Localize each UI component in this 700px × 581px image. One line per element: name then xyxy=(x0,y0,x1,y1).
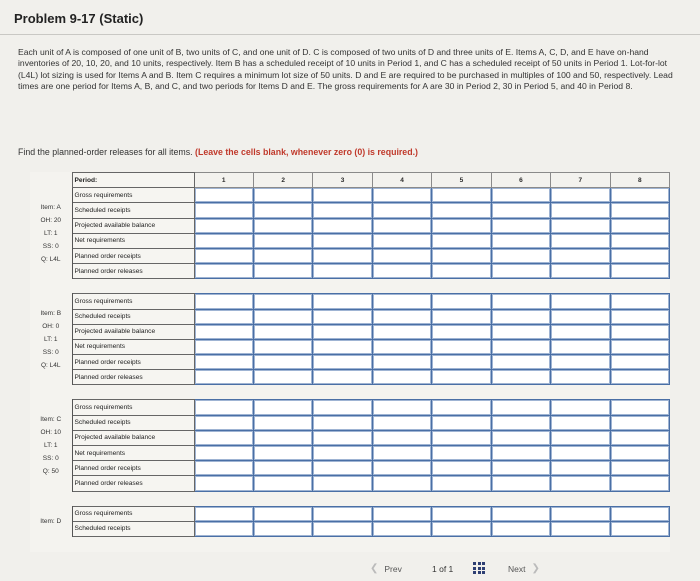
input-cell[interactable] xyxy=(313,400,372,415)
input-cell[interactable] xyxy=(491,203,550,218)
input-cell[interactable] xyxy=(253,339,312,354)
row-label: Scheduled receipts xyxy=(72,415,194,430)
period-header: 8 xyxy=(610,173,669,188)
input-cell[interactable] xyxy=(551,339,610,354)
item-info-line: Item: C xyxy=(40,416,62,423)
input-cell[interactable] xyxy=(432,476,491,491)
period-header-row xyxy=(30,173,670,188)
input-cell[interactable] xyxy=(253,294,312,309)
page-indicator: 1 of 1 xyxy=(432,564,454,574)
input-cell[interactable] xyxy=(372,506,431,521)
item-info-line: OH: 10 xyxy=(40,429,62,436)
input-cell[interactable] xyxy=(372,355,431,370)
input-cell[interactable] xyxy=(432,446,491,461)
input-cell[interactable] xyxy=(194,203,253,218)
input-cell[interactable] xyxy=(372,309,431,324)
input-cell[interactable] xyxy=(551,506,610,521)
item-info-line: Item: B xyxy=(40,309,62,317)
input-cell[interactable] xyxy=(253,188,312,203)
input-cell[interactable] xyxy=(253,446,312,461)
input-cell[interactable] xyxy=(253,476,312,491)
input-cell[interactable] xyxy=(432,430,491,445)
item-info-line: OH: 20 xyxy=(40,216,62,224)
mrp-row xyxy=(30,188,670,203)
row-label: Planned order releases xyxy=(72,264,194,279)
row-label: Planned order releases xyxy=(72,476,194,491)
input-cell[interactable] xyxy=(432,188,491,203)
item-info-line: LT: 1 xyxy=(43,229,58,237)
input-cell[interactable] xyxy=(551,370,610,385)
mrp-row xyxy=(30,400,670,415)
row-label: Planned order releases xyxy=(72,370,194,385)
input-cell[interactable] xyxy=(432,203,491,218)
item-spacer xyxy=(30,279,670,294)
row-label: Net requirements xyxy=(72,233,194,248)
input-cell[interactable] xyxy=(253,521,312,536)
item-info-line: SS: 0 xyxy=(42,242,59,250)
mrp-row xyxy=(30,203,670,218)
input-cell[interactable] xyxy=(194,415,253,430)
mrp-row xyxy=(30,446,670,461)
row-label: Net requirements xyxy=(72,339,194,354)
input-cell[interactable] xyxy=(610,506,669,521)
input-cell[interactable] xyxy=(551,521,610,536)
instruction xyxy=(18,147,418,157)
input-cell[interactable] xyxy=(372,233,431,248)
mrp-row xyxy=(30,370,670,385)
input-cell[interactable] xyxy=(372,203,431,218)
period-header: 2 xyxy=(253,173,312,188)
input-cell[interactable] xyxy=(432,415,491,430)
input-cell[interactable] xyxy=(313,264,372,279)
input-cell[interactable] xyxy=(610,461,669,476)
mrp-row xyxy=(30,339,670,354)
input-cell[interactable] xyxy=(372,324,431,339)
input-cell[interactable] xyxy=(432,309,491,324)
item-info-lines xyxy=(32,413,70,478)
row-label: Planned order receipts xyxy=(72,355,194,370)
mrp-row xyxy=(30,476,670,491)
input-cell[interactable] xyxy=(313,370,372,385)
input-cell[interactable] xyxy=(253,506,312,521)
row-label: Net requirements xyxy=(72,446,194,461)
input-cell[interactable] xyxy=(253,264,312,279)
item-info-line: LT: 1 xyxy=(43,335,58,343)
input-cell[interactable] xyxy=(491,506,550,521)
row-label: Projected available balance xyxy=(72,218,194,233)
input-cell[interactable] xyxy=(313,446,372,461)
input-cell[interactable] xyxy=(432,461,491,476)
input-cell[interactable] xyxy=(194,476,253,491)
mrp-row xyxy=(30,355,670,370)
input-cell[interactable] xyxy=(432,264,491,279)
input-cell[interactable] xyxy=(551,355,610,370)
input-cell[interactable] xyxy=(610,309,669,324)
input-cell[interactable] xyxy=(610,339,669,354)
row-label: Scheduled receipts xyxy=(72,521,194,536)
input-cell[interactable] xyxy=(432,248,491,263)
input-cell[interactable] xyxy=(491,324,550,339)
instruction-text: Find the planned-order releases for all items. xyxy=(18,147,193,157)
input-cell[interactable] xyxy=(372,339,431,354)
input-cell[interactable] xyxy=(194,430,253,445)
input-cell[interactable] xyxy=(313,355,372,370)
input-cell[interactable] xyxy=(610,264,669,279)
input-cell[interactable] xyxy=(610,521,669,536)
input-cell[interactable] xyxy=(551,248,610,263)
period-header: 6 xyxy=(491,173,550,188)
input-cell[interactable] xyxy=(432,521,491,536)
input-cell[interactable] xyxy=(253,355,312,370)
input-cell[interactable] xyxy=(194,309,253,324)
next-label: Next xyxy=(508,563,526,574)
row-label: Gross requirements xyxy=(72,506,194,521)
input-cell[interactable] xyxy=(491,446,550,461)
input-cell[interactable] xyxy=(313,248,372,263)
row-label: Scheduled receipts xyxy=(72,203,194,218)
input-cell[interactable] xyxy=(372,264,431,279)
input-cell[interactable] xyxy=(253,248,312,263)
input-cell[interactable] xyxy=(313,188,372,203)
input-cell[interactable] xyxy=(313,415,372,430)
input-cell[interactable] xyxy=(610,370,669,385)
input-cell[interactable] xyxy=(551,294,610,309)
input-cell[interactable] xyxy=(372,294,431,309)
input-cell[interactable] xyxy=(610,415,669,430)
problem-statement: Each unit of A is composed of one unit of B, two units of C, and one unit of D. C is composed of two units of D and three units of E. Items A, C, D, and E have on-hand inventories of 20, 10, 20, and 10 units, respectively. Item B has a scheduled receipt of 10 units in Period 1, and C has a scheduled receipt of 50 units in Period 1. Lot-for-lot (L4L) lot sizing is used for Items A and B. Item C requires a minimum lot size of 50 units. D and E are required to be purchased in multiples of 100 and 50, respectively. Lead times are one period for Items A, B, and C, and two periods for Items D and E. The gross requirements for A are 30 in Period 2, 30 in Period 5, and 40 in Period 8. xyxy=(18,47,673,92)
input-cell[interactable] xyxy=(194,400,253,415)
mrp-row xyxy=(30,248,670,263)
problem-title: Problem 9-17 (Static) xyxy=(14,11,144,26)
chevron-right-icon: ❯ xyxy=(531,563,540,574)
input-cell[interactable] xyxy=(253,430,312,445)
item-info-line: SS: 0 xyxy=(42,455,59,462)
input-cell[interactable] xyxy=(194,339,253,354)
input-cell[interactable] xyxy=(313,203,372,218)
period-header: 5 xyxy=(432,173,491,188)
input-cell[interactable] xyxy=(432,218,491,233)
mrp-row xyxy=(30,506,670,521)
input-cell[interactable] xyxy=(313,506,372,521)
input-cell[interactable] xyxy=(610,248,669,263)
item-info xyxy=(30,506,72,536)
item-info xyxy=(30,400,72,491)
input-cell[interactable] xyxy=(194,324,253,339)
mrp-row xyxy=(30,294,670,309)
item-info xyxy=(30,294,72,385)
input-cell[interactable] xyxy=(313,309,372,324)
input-cell[interactable] xyxy=(551,233,610,248)
input-cell[interactable] xyxy=(610,324,669,339)
input-cell[interactable] xyxy=(313,430,372,445)
item-spacer xyxy=(30,385,670,400)
input-cell[interactable] xyxy=(551,400,610,415)
input-cell[interactable] xyxy=(610,355,669,370)
period-label: Period: xyxy=(72,173,194,188)
input-cell[interactable] xyxy=(194,248,253,263)
input-cell[interactable] xyxy=(551,309,610,324)
row-label: Gross requirements xyxy=(72,294,194,309)
prev-label: Prev xyxy=(384,563,402,574)
input-cell[interactable] xyxy=(313,461,372,476)
input-cell[interactable] xyxy=(491,476,550,491)
mrp-row xyxy=(30,264,670,279)
period-header: 7 xyxy=(551,173,610,188)
input-cell[interactable] xyxy=(432,400,491,415)
mrp-row xyxy=(30,233,670,248)
input-cell[interactable] xyxy=(194,521,253,536)
mrp-row xyxy=(30,461,670,476)
chevron-left-icon: ❮ xyxy=(370,563,379,574)
row-label: Projected available balance xyxy=(72,430,194,445)
input-cell[interactable] xyxy=(372,415,431,430)
input-cell[interactable] xyxy=(194,446,253,461)
item-info-lines xyxy=(32,515,70,528)
input-cell[interactable] xyxy=(313,521,372,536)
input-cell[interactable] xyxy=(551,476,610,491)
input-cell[interactable] xyxy=(372,461,431,476)
input-cell[interactable] xyxy=(610,203,669,218)
input-cell[interactable] xyxy=(610,233,669,248)
input-cell[interactable] xyxy=(432,355,491,370)
prev-button[interactable] xyxy=(370,561,410,576)
input-cell[interactable] xyxy=(253,370,312,385)
input-cell[interactable] xyxy=(610,294,669,309)
period-header: 4 xyxy=(372,173,431,188)
input-cell[interactable] xyxy=(551,203,610,218)
input-cell[interactable] xyxy=(491,521,550,536)
input-cell[interactable] xyxy=(491,370,550,385)
input-cell[interactable] xyxy=(313,476,372,491)
mrp-row xyxy=(30,324,670,339)
input-cell[interactable] xyxy=(194,218,253,233)
next-button[interactable] xyxy=(508,561,552,576)
input-cell[interactable] xyxy=(491,461,550,476)
input-cell[interactable] xyxy=(372,370,431,385)
input-cell[interactable] xyxy=(372,430,431,445)
input-cell[interactable] xyxy=(432,506,491,521)
input-cell[interactable] xyxy=(253,415,312,430)
input-cell[interactable] xyxy=(491,218,550,233)
input-cell[interactable] xyxy=(491,355,550,370)
input-cell[interactable] xyxy=(491,188,550,203)
input-cell[interactable] xyxy=(432,324,491,339)
input-cell[interactable] xyxy=(194,264,253,279)
input-cell[interactable] xyxy=(432,294,491,309)
input-cell[interactable] xyxy=(610,218,669,233)
input-cell[interactable] xyxy=(491,294,550,309)
mrp-row xyxy=(30,430,670,445)
input-cell[interactable] xyxy=(491,233,550,248)
input-cell[interactable] xyxy=(432,370,491,385)
title-divider xyxy=(0,34,700,35)
row-label: Scheduled receipts xyxy=(72,309,194,324)
input-cell[interactable] xyxy=(610,446,669,461)
input-cell[interactable] xyxy=(491,400,550,415)
pagination-bar xyxy=(0,556,700,581)
grid-view-icon[interactable] xyxy=(473,562,485,574)
input-cell[interactable] xyxy=(491,264,550,279)
input-cell[interactable] xyxy=(610,430,669,445)
input-cell[interactable] xyxy=(551,461,610,476)
item-info-lines xyxy=(32,307,70,372)
item-info-line: OH: 0 xyxy=(42,322,60,330)
item-info-line: Q: L4L xyxy=(40,255,61,263)
input-cell[interactable] xyxy=(253,218,312,233)
mrp-row xyxy=(30,521,670,536)
item-info xyxy=(30,188,72,279)
input-cell[interactable] xyxy=(194,355,253,370)
input-cell[interactable] xyxy=(551,324,610,339)
input-cell[interactable] xyxy=(491,415,550,430)
input-cell[interactable] xyxy=(610,188,669,203)
input-cell[interactable] xyxy=(253,203,312,218)
input-cell[interactable] xyxy=(372,188,431,203)
input-cell[interactable] xyxy=(194,188,253,203)
input-cell[interactable] xyxy=(610,476,669,491)
item-info-line: Q: L4L xyxy=(40,361,61,369)
input-cell[interactable] xyxy=(491,309,550,324)
input-cell[interactable] xyxy=(491,430,550,445)
input-cell[interactable] xyxy=(253,324,312,339)
input-cell[interactable] xyxy=(313,324,372,339)
input-cell[interactable] xyxy=(253,400,312,415)
input-cell[interactable] xyxy=(194,461,253,476)
item-spacer xyxy=(30,491,670,506)
input-cell[interactable] xyxy=(194,370,253,385)
instruction-required-note: (Leave the cells blank, whenever zero (0) is required.) xyxy=(195,147,418,157)
item-info-line: Item: D xyxy=(40,517,62,525)
input-cell[interactable] xyxy=(551,188,610,203)
input-cell[interactable] xyxy=(194,506,253,521)
input-cell[interactable] xyxy=(551,218,610,233)
row-label: Planned order receipts xyxy=(72,248,194,263)
mrp-table xyxy=(30,172,670,537)
row-label: Planned order receipts xyxy=(72,461,194,476)
input-cell[interactable] xyxy=(551,430,610,445)
input-cell[interactable] xyxy=(372,248,431,263)
input-cell[interactable] xyxy=(551,415,610,430)
input-cell[interactable] xyxy=(372,400,431,415)
input-cell[interactable] xyxy=(194,233,253,248)
input-cell[interactable] xyxy=(372,446,431,461)
input-cell[interactable] xyxy=(491,248,550,263)
row-label: Projected available balance xyxy=(72,324,194,339)
input-cell[interactable] xyxy=(491,339,550,354)
row-label: Gross requirements xyxy=(72,400,194,415)
mrp-grid xyxy=(30,172,670,552)
item-info-line: SS: 0 xyxy=(42,348,59,356)
period-header: 1 xyxy=(194,173,253,188)
item-info-line: LT: 1 xyxy=(43,442,58,449)
mrp-row xyxy=(30,218,670,233)
input-cell[interactable] xyxy=(372,476,431,491)
header-spacer xyxy=(30,173,72,188)
input-cell[interactable] xyxy=(313,294,372,309)
row-label: Gross requirements xyxy=(72,188,194,203)
mrp-row xyxy=(30,309,670,324)
input-cell[interactable] xyxy=(372,521,431,536)
input-cell[interactable] xyxy=(194,294,253,309)
input-cell[interactable] xyxy=(313,339,372,354)
input-cell[interactable] xyxy=(610,400,669,415)
input-cell[interactable] xyxy=(551,446,610,461)
input-cell[interactable] xyxy=(253,233,312,248)
input-cell[interactable] xyxy=(551,264,610,279)
input-cell[interactable] xyxy=(313,233,372,248)
input-cell[interactable] xyxy=(432,233,491,248)
mrp-row xyxy=(30,415,670,430)
input-cell[interactable] xyxy=(372,218,431,233)
input-cell[interactable] xyxy=(432,339,491,354)
period-header: 3 xyxy=(313,173,372,188)
item-info-line: Item: A xyxy=(40,203,61,211)
input-cell[interactable] xyxy=(253,461,312,476)
item-info-lines xyxy=(32,201,70,266)
input-cell[interactable] xyxy=(313,218,372,233)
item-info-line: Q: 50 xyxy=(42,468,59,475)
input-cell[interactable] xyxy=(253,309,312,324)
